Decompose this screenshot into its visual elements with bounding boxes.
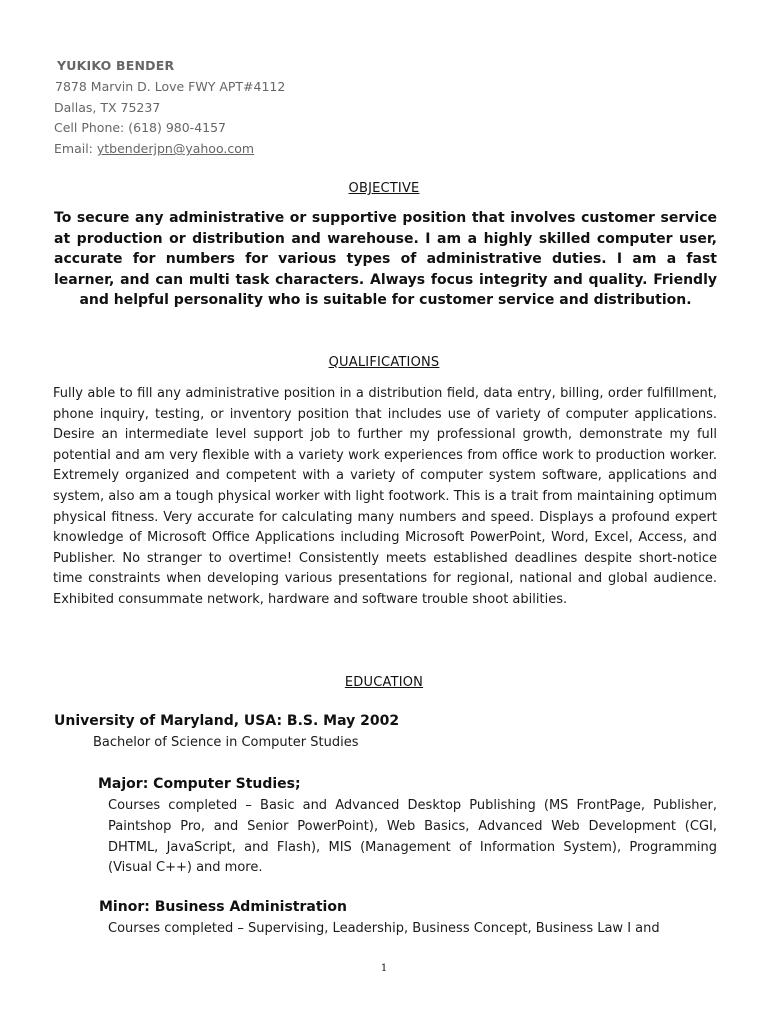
qualifications-text: Fully able to fill any administrative position in a distribution field, data entry, billing, order fulfillment, phone inquiry, testing, or inventory position that includes use of variety of computer applications. Desire an intermediate level support job to further my professional growth, demonstrate my full potential and am very flexible with a variety work experiences from office work to production worker. Extremely organized and competent with a variety of computer system software, applications and system, also am a tough physical worker with light footwork. This is a trait from maintaining optimum physical fitness. Very accurate for calculating many numbers and speed. Displays a profound expert knowledge of Microsoft Office Applications including Microsoft PowerPoint, Word, Excel, Access, and Publisher. No stranger to overtime! Consistently meets established deadlines despite short-notice time constraints when developing various presentations for regional, national and global audience. Exhibited consummate network, hardware and software trouble shoot abilities. (53, 386, 717, 607)
objective-heading: OBJECTIVE (348, 181, 420, 196)
applicant-name: YUKIKO BENDER (57, 58, 175, 73)
qualifications-heading: QUALIFICATIONS (328, 355, 440, 370)
minor-courses: Courses completed – Supervising, Leadership, Business Concept, Business Law I and (108, 921, 660, 936)
phone-line: Cell Phone: (618) 980-4157 (54, 120, 227, 136)
major-courses: Courses completed – Basic and Advanced Desktop Publishing (MS FrontPage, Publisher, Paintshop Pro, and Senior PowerPoint), Web Basics, Advanced Web Development (CGI, DHTML, JavaScript, and Flash), MIS (Management of Information System), Programming (Visual C++) and more. (108, 798, 717, 876)
city-line: Dallas, TX 75237 (54, 99, 161, 115)
email-link[interactable]: ytbenderjpn@yahoo.com (96, 141, 255, 157)
minor-heading: Minor: Business Administration (99, 899, 347, 915)
email-label: Email: (54, 141, 97, 157)
page-number: 1 (380, 963, 388, 974)
education-heading: EDUCATION (344, 675, 424, 690)
email-line (54, 139, 285, 160)
contact-block (54, 56, 285, 160)
education-degree: Bachelor of Science in Computer Studies (93, 735, 359, 750)
objective-text: To secure any administrative or supportive position that involves customer service at production or distribution and warehouse. I am a highly skilled computer user, accurate for numbers for various types of administrative duties. I am a fast learner, and can multi task characters. Always focus integrity and quality. Friendly and helpful personality who is suitable for customer service and distribution. (54, 210, 717, 309)
major-heading: Major: Computer Studies; (98, 776, 301, 792)
address-line: 7878 Marvin D. Love FWY APT#4112 (55, 78, 286, 94)
education-school: University of Maryland, USA: B.S. May 2002 (54, 713, 400, 729)
